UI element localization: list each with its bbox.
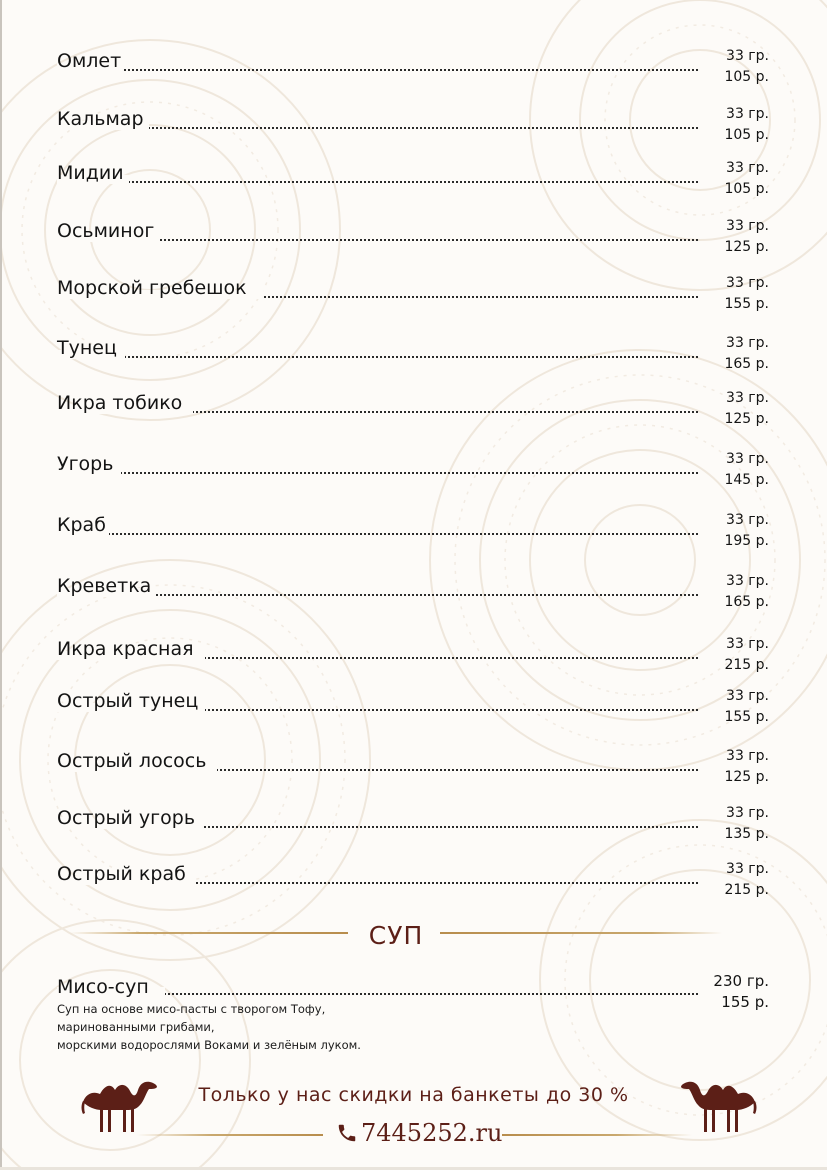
- dot-leader: [57, 588, 698, 597]
- description-line: маринованными грибами,: [57, 1020, 215, 1034]
- menu-item: [0, 273, 827, 312]
- item-weight: 33 гр.: [726, 48, 769, 64]
- item-meta: [689, 216, 769, 258]
- item-meta: [689, 333, 769, 375]
- item-meta: [689, 859, 769, 901]
- item-weight: 33 гр.: [726, 512, 769, 528]
- item-weight: 33 гр.: [726, 335, 769, 351]
- item-price: 165 р.: [724, 594, 769, 610]
- item-meta: [689, 803, 769, 845]
- item-meta: [689, 686, 769, 728]
- dot-leader: [57, 466, 698, 475]
- footer-rule-right: [502, 1134, 692, 1136]
- item-name: Икра тобико: [57, 392, 183, 414]
- camel-icon: [80, 1074, 160, 1134]
- item-price: 215 р.: [724, 657, 769, 673]
- item-name: Мисо-суп: [57, 976, 149, 998]
- item-price: 165 р.: [724, 356, 769, 372]
- item-weight: 230 гр.: [713, 972, 769, 990]
- menu-item: [0, 803, 827, 842]
- dot-leader: [57, 175, 698, 184]
- item-weight: 33 гр.: [726, 861, 769, 877]
- menu-item: [0, 510, 827, 549]
- item-name: Кальмар: [57, 108, 144, 130]
- item-weight: 33 гр.: [726, 636, 769, 652]
- dot-leader: [57, 350, 698, 359]
- dot-leader: [57, 527, 698, 536]
- dot-leader: [57, 987, 698, 996]
- dot-leader: [57, 63, 698, 72]
- menu-item: [0, 571, 827, 610]
- item-weight: 33 гр.: [726, 805, 769, 821]
- menu-item: [0, 46, 827, 85]
- menu-item: [0, 746, 827, 785]
- item-price: 125 р.: [724, 239, 769, 255]
- camel-icon: [678, 1074, 758, 1134]
- item-weight: 33 гр.: [726, 218, 769, 234]
- item-weight: 33 гр.: [726, 688, 769, 704]
- item-meta: [689, 46, 769, 88]
- menu-item: [0, 686, 827, 725]
- menu-item: [0, 449, 827, 488]
- item-name: Креветка: [57, 575, 152, 597]
- item-name: Острый тунец: [57, 690, 199, 712]
- item-weight: 33 гр.: [726, 160, 769, 176]
- dot-leader: [57, 121, 698, 130]
- menu-item: [0, 859, 827, 898]
- item-name: Угорь: [57, 453, 114, 475]
- item-name: Острый краб: [57, 863, 186, 885]
- item-name: Морской гребешок: [57, 277, 247, 299]
- item-description: [57, 1000, 657, 1054]
- section-rule-right: [440, 932, 722, 934]
- item-name: Осьминог: [57, 220, 155, 242]
- item-price: 105 р.: [724, 69, 769, 85]
- item-name: Тунец: [57, 337, 117, 359]
- item-meta: [689, 104, 769, 146]
- item-meta: [689, 634, 769, 676]
- promo-text: Только у нас скидки на банкеты до 30 %: [198, 1084, 629, 1106]
- item-name: Острый угорь: [57, 807, 196, 829]
- item-meta: [689, 571, 769, 613]
- menu-item: [0, 104, 827, 143]
- item-weight: 33 гр.: [726, 573, 769, 589]
- menu-item: [0, 634, 827, 673]
- item-meta: [689, 158, 769, 200]
- item-weight: 33 гр.: [726, 748, 769, 764]
- menu-item: [0, 333, 827, 372]
- phone-contact[interactable]: [332, 1118, 503, 1148]
- item-price: 155 р.: [721, 993, 769, 1011]
- item-meta: [689, 388, 769, 430]
- item-weight: 33 гр.: [726, 451, 769, 467]
- item-meta: [689, 510, 769, 552]
- item-price: 125 р.: [724, 411, 769, 427]
- section-rule-left: [70, 932, 348, 934]
- menu-item-soup: [0, 968, 827, 1058]
- item-price: 145 р.: [724, 472, 769, 488]
- item-name: Краб: [57, 514, 106, 536]
- item-price: 105 р.: [724, 181, 769, 197]
- phone-number[interactable]: 7445252.ru: [361, 1119, 503, 1147]
- item-price: 155 р.: [724, 709, 769, 725]
- item-price: 105 р.: [724, 127, 769, 143]
- item-meta: [689, 273, 769, 315]
- item-name: Икра красная: [57, 638, 194, 660]
- footer: [0, 1072, 827, 1152]
- item-weight: 33 гр.: [726, 390, 769, 406]
- item-price: 135 р.: [724, 826, 769, 842]
- item-meta: [689, 971, 769, 1013]
- menu-item: [0, 158, 827, 197]
- menu-item: [0, 216, 827, 255]
- section-title: СУП: [368, 921, 424, 950]
- item-price: 155 р.: [724, 296, 769, 312]
- item-price: 125 р.: [724, 769, 769, 785]
- footer-rule-left: [137, 1134, 323, 1136]
- item-name: Омлет: [57, 50, 122, 72]
- menu-item: [0, 388, 827, 427]
- phone-icon: [336, 1122, 358, 1144]
- description-line: морскими водорослями Воками и зелёным луком.: [57, 1038, 361, 1052]
- item-meta: [689, 746, 769, 788]
- item-price: 195 р.: [724, 533, 769, 549]
- item-weight: 33 гр.: [726, 275, 769, 291]
- item-meta: [689, 449, 769, 491]
- item-weight: 33 гр.: [726, 106, 769, 122]
- item-price: 215 р.: [724, 882, 769, 898]
- item-name: Острый лосось: [57, 750, 207, 772]
- item-name: Мидии: [57, 162, 124, 184]
- section-header-soup: [0, 921, 827, 955]
- description-line: Суп на основе мисо-пасты с творогом Тофу,: [57, 1002, 326, 1016]
